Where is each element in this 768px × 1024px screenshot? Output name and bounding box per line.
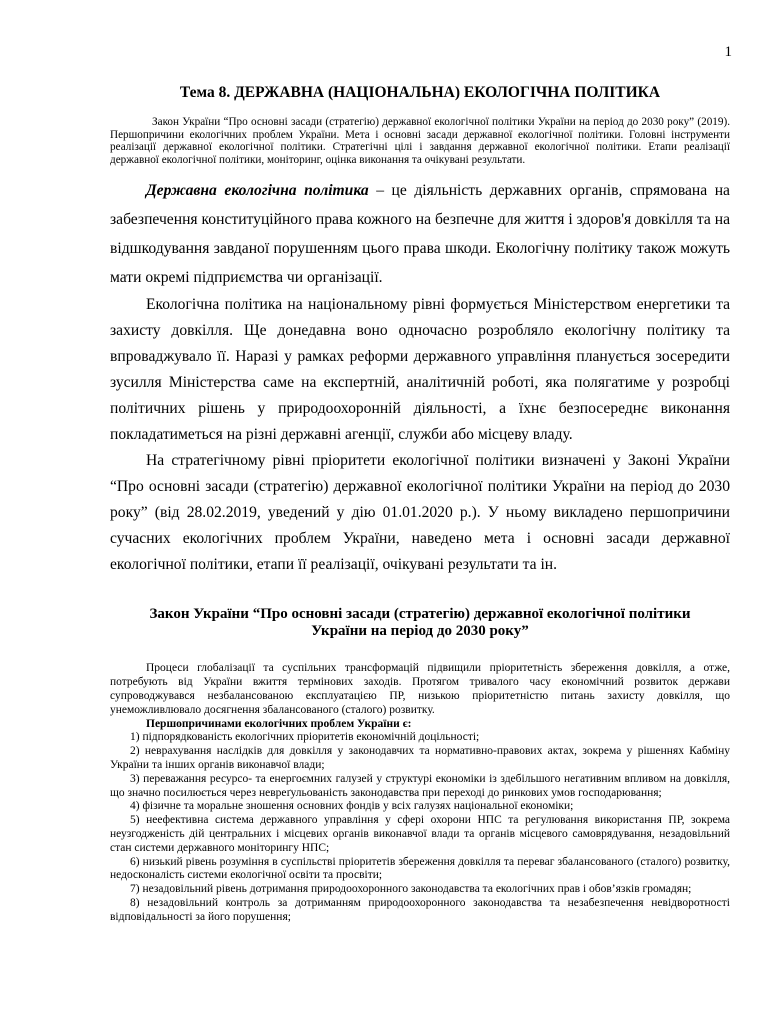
causes-list: [110, 731, 730, 924]
list-item: 1) підпорядкованість екологічних пріоритетів економічній доцільності;: [130, 731, 480, 744]
list-item: 6) низький рівень розуміння в суспільстві пріоритетів збереження довкілля та переваг збалансованого (сталого) розвитку, недосконалість системи екологічної освіти та просвіти;: [110, 855, 730, 882]
definition-text: – це діяльність державних органів, спрямована на забезпечення конституційного права кожного на безпечне для життя і здоров'я довкілля та на відшкодування завданої порушенням цього права шкоди. Екологічну політику також можуть мати окремі підприємства чи організації.: [110, 182, 730, 287]
law-intro-paragraph: Процеси глобалізації та суспільних трансформацій підвищили пріоритетність збереження довкілля, а отже, потребують від України вжиття термінових заходів. Протягом тривалого часу економічний розвиток держави супроводжувався незбалансованою експлуатацією ПР, низькою пріоритетністю питань захисту довкілля, що унеможливлювало досягнення збалансованого (сталого) розвитку.: [110, 662, 730, 716]
list-item: 2) неврахування наслідків для довкілля у законодавчих та нормативно-правових актах, зокрема у рішеннях Кабміну України та інших органів виконавчої влади;: [110, 745, 730, 771]
document-body: [110, 84, 730, 925]
page-number: 1: [724, 44, 732, 60]
list-item: 8) незадовільний контроль за дотриманням природоохоронного законодавства та незабезпечення невідворотності відповідальності за його порушення;: [110, 896, 730, 923]
page-title: Тема 8. ДЕРЖАВНА (НАЦІОНАЛЬНА) ЕКОЛОГІЧНА ПОЛІТИКА: [179, 84, 661, 101]
paragraph-national-level: Екологічна політика на національному рівні формується Міністерством енергетики та захисту довкілля. Ще донедавна воно одночасно розробляло екологічну політику та впроваджувало її. Наразі у рамках реформи державного управління планується зосередити зусилля Міністерства саме на експертній, аналітичній роботі, яка полягатиме у розробці політичних рішень у природоохоронній діяльності, а їхнє безпосереднє виконання покладатиметься на різні державні агенції, служби або місцеву владу.: [110, 296, 730, 444]
section-heading: [110, 606, 730, 640]
paragraph-strategic-level: На стратегічному рівні пріоритети екологічної політики визначені у Законі України “Про основні засади (стратегію) державної екологічної політики України на період до 2030 року” (від 28.02.2019, уведений у дію 01.01.2020 р.). У ньому викладено першопричини сучасних екологічних проблем України, наведено мета і основні засади державної екологічної політики, етапи її реалізації, очікувані результати та ін.: [110, 452, 730, 574]
paragraph-definition: [110, 176, 730, 292]
defined-term: Державна екологічна політика: [146, 182, 369, 200]
list-item: 5) неефективна система державного управління у сфері охорони НПС та регулювання використання ПР, зокрема неузгодженість дій центральних і місцевих органів виконавчої влади та органів місцевого самоврядування, незадовільний стан системи державного моніторингу НПС;: [110, 814, 730, 854]
causes-heading: Першопричинами екологічних проблем України є:: [146, 717, 412, 730]
list-item: 7) незадовільний рівень дотримання природоохоронного законодавства та екологічних прав і обов’язків громадян;: [130, 883, 692, 896]
section-heading-line-2: України на період до 2030 року”: [311, 623, 529, 640]
list-item: 4) фізичне та моральне зношення основних фондів у всіх галузях національної економіки;: [130, 800, 574, 813]
topic-abstract: Закон України “Про основні засади (стратегію) державної екологічної політики України на період до 2030 року” (2019). Першопричини екологічних проблем України. Мета і основні засади державної екологічної політики. Головні інструменти реалізації державної екологічної політики. Стратегічні цілі і завдання державної екологічної політики. Етапи реалізації державної екологічної політики, моніторинг, оцінка виконання та очікувані результати.: [110, 116, 730, 166]
list-item: 3) переважання ресурсо- та енергоємних галузей у структурі економіки із здебільшого негативним впливом на довкілля, що значно посилюється через невреґульованість законодавства при переході до ринкових умов господарювання;: [110, 772, 730, 799]
section-heading-line-1: Закон України “Про основні засади (стратегію) державної екологічної політики: [149, 606, 691, 623]
